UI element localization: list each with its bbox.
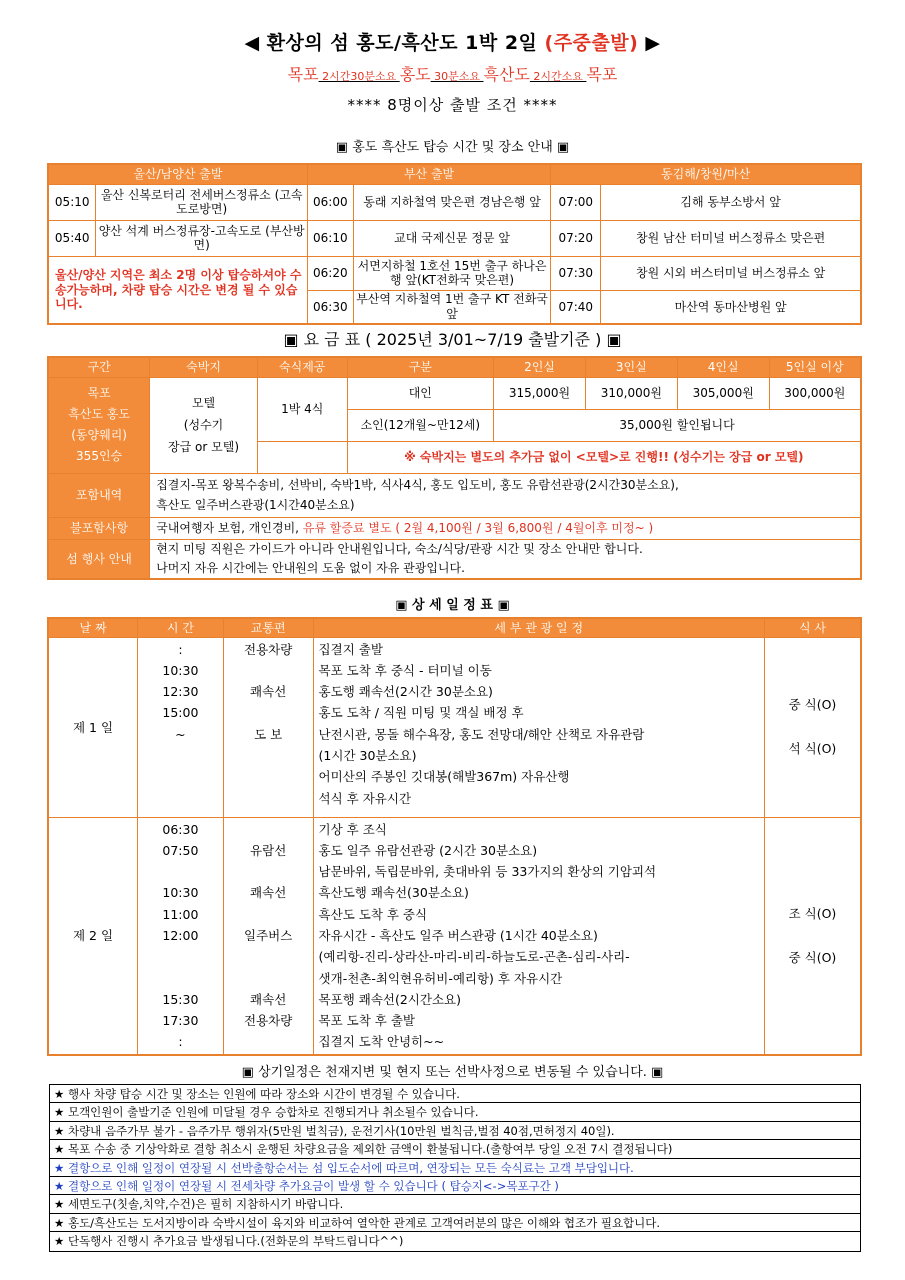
day2-label: 제 2 일 <box>48 817 138 1055</box>
included-text <box>150 473 861 517</box>
schedule-transport <box>224 861 313 882</box>
schedule-footer: ▣ 상기일정은 천재지변 및 현지 또는 선박사정으로 변동될 수 있습니다. ▣ <box>241 1065 664 1080</box>
schedule-detail: 집결지 도착 안녕히~~ <box>318 1034 445 1050</box>
route-line-text: (동양웨리) <box>71 428 127 442</box>
schedule-time <box>138 788 223 809</box>
adult-price: 315,000원 <box>494 377 586 409</box>
schedule-detail: 홍도행 쾌속선(2시간 30분소요) <box>318 684 493 700</box>
excluded-plain: 국내여행자 보험, 개인경비, <box>156 520 303 535</box>
meal-breakfast: 조 식(O) <box>788 905 837 921</box>
fee-header: 2인실 <box>494 357 586 377</box>
day2-details <box>313 817 764 1055</box>
schedule-time: 12:30 <box>162 684 199 700</box>
busan-time: 06:30 <box>307 290 353 324</box>
schedule-detail: 자유시간 - 흑산도 일주 버스관광 (1시간 40분소요) <box>318 927 598 943</box>
route-line-text: 355인승 <box>76 449 123 463</box>
title-text: ◀ 환상의 섬 홍도/흑산도 1박 2일 <box>244 32 545 54</box>
sched-header: 세 부 관 광 일 정 <box>313 618 764 637</box>
fee-meals-cell: 1박 4식 <box>257 377 347 441</box>
route-line-text: 흑산도 홍도 <box>68 407 130 421</box>
note-item: ★ 결항으로 인해 일정이 연장될 시 선박출항순서는 섬 입도순서에 따르며, 연장되는 모든 숙식료는 고객 부담입니다. <box>50 1159 860 1177</box>
lodging-line: (성수기 <box>183 418 224 432</box>
gimhae-place: 김해 동부소방서 앞 <box>601 184 861 220</box>
busan-time: 06:20 <box>307 256 353 290</box>
schedule-transport: 전용차량 <box>244 1013 293 1029</box>
schedule-detail: 홍도 일주 유람선관광 (2시간 30분소요) <box>318 842 538 858</box>
fee-lodging-cell <box>150 377 258 473</box>
schedule-time: 11:00 <box>162 906 199 922</box>
day1-label: 제 1 일 <box>48 637 138 817</box>
header-ulsan: 울산/남양산 출발 <box>48 164 307 184</box>
schedule-detail: 목포행 쾌속선(2시간소요) <box>318 991 461 1007</box>
guide-text <box>150 539 861 579</box>
note-item: ★ 행사 차량 탑승 시간 및 장소는 인원에 따라 장소와 시간이 변경될 수 있습니다. <box>50 1085 860 1103</box>
ulsan-time: 05:10 <box>48 184 96 220</box>
departure-condition: **** 8명이상 출발 조건 **** <box>347 96 558 114</box>
gimhae-time: 07:30 <box>551 256 601 290</box>
schedule-transport: 쾌속선 <box>250 885 287 901</box>
schedule-time: : <box>178 1034 183 1050</box>
schedule-detail: 흑산도 도착 후 중식 <box>318 906 428 922</box>
route-stop: 목포 <box>287 65 319 84</box>
adult-price: 305,000원 <box>677 377 769 409</box>
included-line: 흑산도 일주버스관광(1시간40분소요) <box>156 498 355 512</box>
gimhae-place: 창원 남산 터미널 버스정류소 맞은편 <box>601 220 861 256</box>
excluded-text <box>150 517 861 539</box>
schedule-transport <box>224 1031 313 1052</box>
schedule-transport: 유람선 <box>250 842 287 858</box>
lodging-note: ※ 숙박지는 별도의 추가금 없이 <모텔>로 진행!! (성수기는 장급 or 모텔) <box>347 441 861 473</box>
schedule-transport <box>224 660 313 681</box>
schedule-transport <box>224 946 313 967</box>
schedule-detail: 어미산의 주봉인 깃대봉(해발367m) 자유산행 <box>318 769 570 785</box>
busan-place: 서면지하철 1호선 15번 출구 하나은행 앞(KT전화국 맞은편) <box>353 256 550 290</box>
schedule-time: : <box>178 641 183 657</box>
fee-header: 4인실 <box>677 357 769 377</box>
schedule-time: 15:00 <box>162 705 199 721</box>
meal-lunch: 중 식(O) <box>788 949 837 965</box>
schedule-time <box>138 968 223 989</box>
ulsan-note: 울산/양산 지역은 최소 2명 이상 탑승하셔야 수송가능하며, 차량 탑승 시간은 변경 될 수 있습니다. <box>48 256 307 324</box>
page-title <box>0 28 905 55</box>
schedule-time: 10:30 <box>162 885 199 901</box>
note-item: ★ 모객인원이 출발기준 인원에 미달될 경우 승합차로 진행되거나 취소될수 있습니다. <box>50 1103 860 1121</box>
day1-transport <box>223 637 313 817</box>
route-stop: 목포 <box>586 65 618 84</box>
schedule-table <box>47 617 862 1056</box>
schedule-detail: 홍도 도착 / 직원 미팅 및 객실 배정 후 <box>318 705 524 721</box>
title-suffix: ▶ <box>638 32 661 54</box>
schedule-detail: (예리항-진리-상라산-마리-비리-하늘도로-곤촌-심리-사리- <box>318 949 630 965</box>
schedule-time: 17:30 <box>162 1013 199 1029</box>
schedule-transport: 쾌속선 <box>250 991 287 1007</box>
schedule-transport <box>224 819 313 840</box>
ulsan-place: 양산 석계 버스정류장-고속도로 (부산방면) <box>96 220 307 256</box>
schedule-time <box>138 861 223 882</box>
busan-time: 06:10 <box>307 220 353 256</box>
gimhae-time: 07:20 <box>551 220 601 256</box>
schedule-detail: 집결지 출발 <box>318 641 383 657</box>
fee-header: 5인실 이상 <box>769 357 861 377</box>
schedule-time: 06:30 <box>162 821 199 837</box>
guide-line: 현지 미팅 직원은 가이드가 아니라 안내원입니다, 숙소/식당/관광 시간 및 장소 안내만 합니다. <box>156 541 643 556</box>
schedule-transport <box>224 766 313 787</box>
child-discount: 35,000원 할인됩니다 <box>494 409 861 441</box>
day2-transport <box>223 817 313 1055</box>
route-line-text: 목포 <box>87 386 111 400</box>
schedule-detail: 기상 후 조식 <box>318 821 387 837</box>
fee-header: 3인실 <box>585 357 677 377</box>
included-label: 포함내역 <box>48 473 150 517</box>
fee-section-title: ▣ 요 금 표 ( 2025년 3/01~7/19 출발기준 ) ▣ <box>283 330 622 349</box>
child-label: 소인(12개월~만12세) <box>347 409 494 441</box>
note-item: ★ 홍도/흑산도는 도서지방이라 숙박시설이 육지와 비교하여 열악한 관계로 고객여러분의 많은 이해와 협조가 필요합니다. <box>50 1214 860 1232</box>
sched-header: 시 간 <box>138 618 224 637</box>
sched-header: 교통편 <box>223 618 313 637</box>
schedule-time: ~ <box>175 726 186 742</box>
schedule-time: 12:00 <box>162 927 199 943</box>
schedule-transport <box>224 904 313 925</box>
schedule-section-title: ▣ 상 세 일 정 표 ▣ <box>395 598 510 613</box>
guide-line: 나머지 자유 시간에는 안내원의 도움 없이 자유 관광입니다. <box>156 560 465 575</box>
busan-place: 교대 국제신문 정문 앞 <box>353 220 550 256</box>
header-gimhae: 동김해/창원/마산 <box>551 164 861 184</box>
schedule-time <box>138 766 223 787</box>
note-item: ★ 차량내 음주가무 불가 - 음주가무 행위자(5만원 벌칙금), 운전기사(10만원 벌칙금,벌점 40점,면허정지 40일). <box>50 1122 860 1140</box>
fee-header: 구분 <box>347 357 494 377</box>
day2-meals <box>764 817 861 1055</box>
sched-header: 날 짜 <box>48 618 138 637</box>
boarding-section-title: ▣ 홍도 흑산도 탑승 시간 및 장소 안내 ▣ <box>335 140 570 155</box>
guide-label: 섬 행사 안내 <box>48 539 150 579</box>
fee-header: 숙박지 <box>150 357 258 377</box>
route-stop: 홍도 <box>399 65 431 84</box>
day1-times <box>138 637 224 817</box>
schedule-transport <box>224 788 313 809</box>
schedule-transport: 일주버스 <box>244 927 293 943</box>
sched-header: 식 사 <box>764 618 861 637</box>
route-duration: 2시간소요 <box>529 70 587 83</box>
route-duration: 2시간30분소요 <box>318 70 400 83</box>
fee-table <box>47 356 862 580</box>
schedule-transport <box>224 968 313 989</box>
busan-place: 동래 지하철역 맞은편 경남은행 앞 <box>353 184 550 220</box>
route-duration: 30분소요 <box>430 70 484 83</box>
route-stop: 흑산도 <box>483 65 530 84</box>
ulsan-place: 울산 신복로터리 전세버스정류소 (고속도로방면) <box>96 184 307 220</box>
fee-route-cell <box>48 377 150 473</box>
adult-price: 310,000원 <box>585 377 677 409</box>
note-item: ★ 결항으로 인해 일정이 연장될 시 전세차량 추가요금이 발생 할 수 있습니다 ( 탑승지<->목포구간 ) <box>50 1177 860 1195</box>
gimhae-place: 창원 시외 버스터미널 버스정류소 앞 <box>601 256 861 290</box>
meal-dinner: 석 식(O) <box>788 741 837 756</box>
adult-price: 300,000원 <box>769 377 861 409</box>
gimhae-time: 07:00 <box>551 184 601 220</box>
schedule-transport: 쾌속선 <box>250 684 287 700</box>
excluded-red: 유류 할증료 별도 ( 2월 4,100원 / 3월 6,800원 / 4월이후 미정~ ) <box>302 520 654 535</box>
schedule-detail: 남문바위, 독립문바위, 촛대바위 등 33가지의 환상의 기암괴석 <box>318 864 657 880</box>
excluded-label: 불포함사항 <box>48 517 150 539</box>
notes-box <box>49 1084 861 1252</box>
note-item: ★ 세면도구(칫솔,치약,수건)은 필히 지참하시기 바랍니다. <box>50 1195 860 1213</box>
schedule-detail: 샛개-천촌-최익현유허비-예리항) 후 자유시간 <box>318 970 563 986</box>
day1-details <box>313 637 764 817</box>
busan-place: 부산역 지하철역 1번 출구 KT 전화국 앞 <box>353 290 550 324</box>
ulsan-time: 05:40 <box>48 220 96 256</box>
title-highlight: (주중출발) <box>544 32 639 54</box>
schedule-detail: 석식 후 자유시간 <box>318 790 412 806</box>
schedule-time: 07:50 <box>162 842 199 858</box>
schedule-time: 15:30 <box>162 991 199 1007</box>
schedule-transport: 도 보 <box>254 726 283 742</box>
fee-header: 구간 <box>48 357 150 377</box>
boarding-table <box>47 163 862 325</box>
note-item: ★ 단독행사 진행시 추가요금 발생됩니다.(전화문의 부탁드립니다^^) <box>54 1234 404 1249</box>
lodging-line: 장급 or 모텔) <box>168 440 240 454</box>
schedule-transport <box>224 702 313 723</box>
route-line <box>0 62 905 85</box>
busan-time: 06:00 <box>307 184 353 220</box>
schedule-transport: 전용차량 <box>244 641 293 657</box>
gimhae-time: 07:40 <box>551 290 601 324</box>
lodging-line: 모텔 <box>191 396 216 410</box>
header-busan: 부산 출발 <box>307 164 550 184</box>
included-line: 집결지-목포 왕복수송비, 선박비, 숙박1박, 식사4식, 홍도 입도비, 홍도 유람선관광(2시간30분소요), <box>156 478 679 492</box>
schedule-detail: 목포 도착 후 출발 <box>318 1013 415 1029</box>
fee-header: 숙식제공 <box>257 357 347 377</box>
day1-meals <box>764 637 861 817</box>
day2-times <box>138 817 224 1055</box>
schedule-detail: (1시간 30분소요) <box>318 747 417 763</box>
schedule-detail: 흑산도행 쾌속선(30분소요) <box>318 885 469 901</box>
note-item: ★ 목포 수송 중 기상악화로 결항 취소시 운행된 차량요금을 제외한 금액이 환불됩니다.(출항여부 당일 오전 7시 결정됩니다) <box>50 1140 860 1158</box>
schedule-time: 10:30 <box>162 662 199 678</box>
gimhae-place: 마산역 동마산병원 앞 <box>601 290 861 324</box>
schedule-detail: 난전시관, 몽돌 해수욕장, 홍도 전망대/해안 산책로 자유관람 <box>318 726 645 742</box>
schedule-time <box>138 745 223 766</box>
meal-lunch: 중 식(O) <box>788 697 837 712</box>
schedule-detail: 목포 도착 후 중식 - 터미널 이동 <box>318 662 492 678</box>
schedule-time <box>138 946 223 967</box>
adult-label: 대인 <box>347 377 494 409</box>
schedule-transport <box>224 745 313 766</box>
